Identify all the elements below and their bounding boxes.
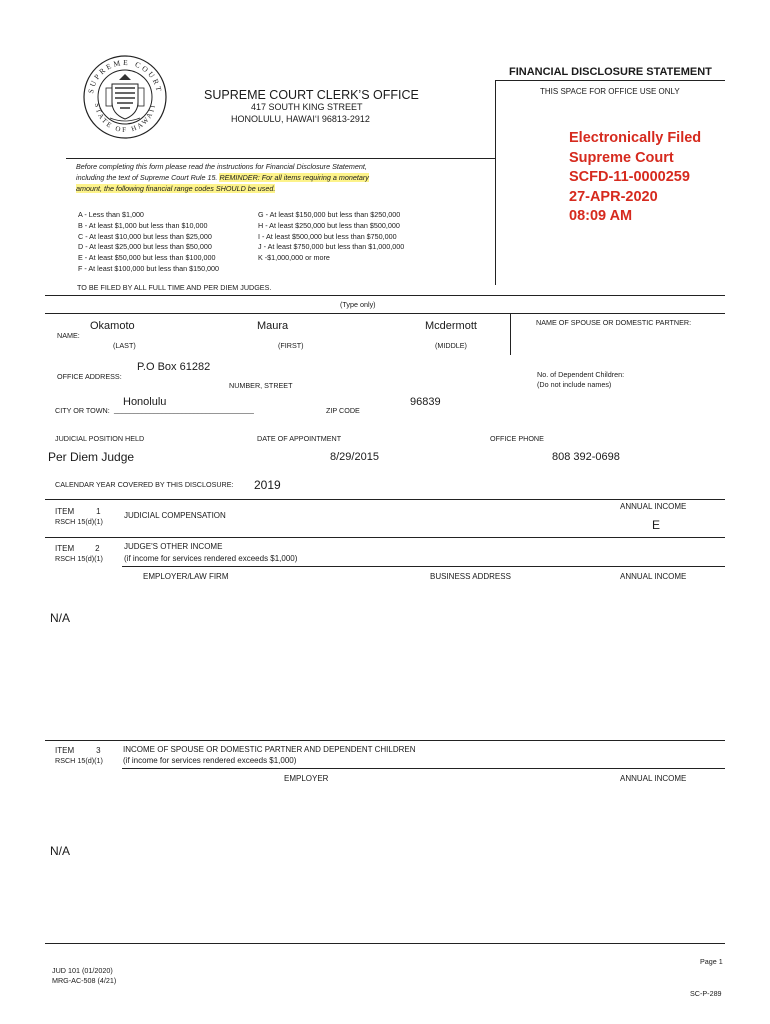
address-sub-label: NUMBER, STREET (229, 381, 293, 390)
dependents-label: No. of Dependent Children: (537, 370, 625, 379)
calendar-year-label: CALENDAR YEAR COVERED BY THIS DISCLOSURE: (55, 480, 234, 489)
form-title: FINANCIAL DISCLOSURE STATEMENT (509, 66, 712, 78)
item3-title: INCOME OF SPOUSE OR DOMESTIC PARTNER AND DEPENDENT CHILDREN (123, 745, 416, 754)
zip-value[interactable]: 96839 (410, 396, 441, 408)
spouse-name-label: NAME OF SPOUSE OR DOMESTIC PARTNER: (536, 318, 692, 327)
item2-value[interactable]: N/A (50, 611, 71, 625)
first-name-label: (FIRST) (278, 341, 304, 350)
form-code: SC-P-289 (690, 989, 722, 998)
range-code-i: I - At least $500,000 but less than $750,000 (258, 231, 397, 241)
item3-value[interactable]: N/A (50, 844, 71, 858)
clerk-city: HONOLULU, HAWAI‘I 96813-2912 (231, 114, 370, 124)
filed-by-note: TO BE FILED BY ALL FULL TIME AND PER DIEM JUDGES. (77, 283, 272, 292)
range-code-a: A - Less than $1,000 (78, 210, 144, 219)
range-code-h: H - At least $250,000 but less than $500,000 (258, 220, 400, 230)
office-address-value[interactable]: P.O Box 61282 (137, 361, 211, 373)
range-codes-right (258, 210, 404, 264)
clerk-street: 417 SOUTH KING STREET (251, 102, 363, 112)
office-address-label: OFFICE ADDRESS: (57, 372, 122, 381)
range-code-e: E - At least $50,000 but less than $100,000 (78, 253, 216, 263)
item3-col-income: ANNUAL INCOME (620, 774, 687, 783)
supreme-court-seal-icon (82, 54, 168, 140)
item2-col-address: BUSINESS ADDRESS (430, 572, 511, 581)
zip-label: ZIP CODE (326, 406, 360, 415)
efiled-date: 27-APR-2020 (569, 188, 658, 205)
office-phone-value[interactable]: 808 392-0698 (552, 451, 620, 463)
range-code-g: G - At least $150,000 but less than $250,000 (258, 210, 401, 219)
range-code-c: C - At least $10,000 but less than $25,000 (78, 231, 212, 241)
calendar-year-value[interactable]: 2019 (254, 478, 281, 492)
seal-bottom-text: STATE OF HAWAII (92, 102, 158, 135)
item3-rule: RSCH 15(d)(1) (55, 756, 103, 765)
item1-income-label: ANNUAL INCOME (620, 502, 687, 511)
city-label: CITY OR TOWN: (55, 406, 110, 415)
position-value[interactable]: Per Diem Judge (48, 450, 135, 464)
range-code-b: B - At least $1,000 but less than $10,000 (78, 220, 208, 230)
electronic-filing-stamp (569, 129, 701, 227)
page-number: Page 1 (700, 957, 723, 966)
item1-label: ITEM 1 (55, 507, 101, 516)
item1-title: JUDICIAL COMPENSATION (124, 511, 226, 520)
item1-rule: RSCH 15(d)(1) (55, 517, 103, 526)
seal-top-text: SUPREME COURT (86, 57, 164, 95)
clerk-office-name: SUPREME COURT CLERK’S OFFICE (204, 88, 419, 102)
name-label: NAME: (57, 331, 80, 340)
efiled-time: 08:09 AM (569, 208, 633, 224)
last-name-value[interactable]: Okamoto (90, 320, 135, 332)
item3-col-employer: EMPLOYER (284, 774, 329, 783)
office-use-label: THIS SPACE FOR OFFICE USE ONLY (540, 87, 680, 96)
type-only-note: (Type only) (340, 300, 376, 309)
office-phone-label: OFFICE PHONE (490, 434, 544, 443)
first-name-value[interactable]: Maura (257, 320, 289, 332)
item2-col-employer: EMPLOYER/LAW FIRM (143, 572, 229, 581)
item2-rule: RSCH 15(d)(1) (55, 554, 103, 563)
item2-label: ITEM 2 (55, 544, 100, 553)
middle-name-label: (MIDDLE) (435, 341, 467, 350)
item1-income-code[interactable]: E (652, 518, 661, 532)
instructions-line-2: including the text of Supreme Court Rule 15. REMINDER: For all items requiring a monetary (76, 173, 369, 182)
range-code-j: J - At least $750,000 but less than $1,000,000 (258, 242, 405, 252)
range-code-k: K -$1,000,000 or more (258, 253, 330, 263)
item2-col-income: ANNUAL INCOME (620, 572, 687, 581)
range-code-f: F - At least $100,000 but less than $150,000 (78, 263, 220, 273)
item2-title: JUDGE'S OTHER INCOME (124, 542, 223, 551)
range-code-d: D - At least $25,000 but less than $50,000 (78, 242, 212, 252)
last-name-label: (LAST) (113, 341, 136, 350)
efiled-case-number: SCFD-11-0000259 (569, 169, 690, 185)
city-value[interactable]: Honolulu (123, 396, 167, 408)
instructions-line-1: Before completing this form please read the instructions for Financial Disclosure Statement, (76, 162, 367, 171)
efiled-line-1: Electronically Filed (569, 130, 702, 146)
instructions-line-3: amount, the following financial range codes SHOULD be used. (76, 184, 276, 193)
item2-subtitle: (if income for services rendered exceeds $1,000) (124, 554, 298, 563)
appointment-date-label: DATE OF APPOINTMENT (257, 434, 342, 443)
efiled-line-2: Supreme Court (569, 149, 674, 166)
form-number-2: MRG-AC-508 (4/21) (52, 976, 117, 985)
city-underline: ___________________________________ (114, 405, 254, 414)
item3-label: ITEM 3 (55, 746, 101, 755)
range-codes-left (78, 210, 219, 275)
item3-subtitle: (if income for services rendered exceeds $1,000) (123, 756, 297, 765)
middle-name-value[interactable]: Mcdermott (425, 320, 477, 332)
position-label: JUDICIAL POSITION HELD (55, 434, 145, 443)
dependents-note: (Do not include names) (537, 380, 612, 389)
appointment-date-value[interactable]: 8/29/2015 (330, 451, 379, 463)
form-number: JUD 101 (01/2020) (52, 966, 113, 975)
